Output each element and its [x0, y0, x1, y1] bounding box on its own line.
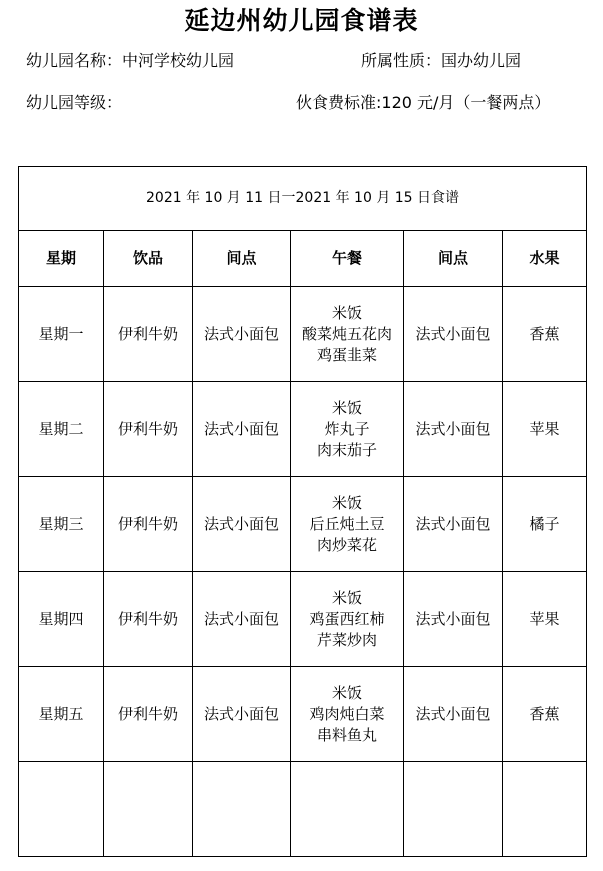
cell-drink: 伊利牛奶: [104, 382, 193, 477]
kindergarten-name-label: 幼儿园名称：: [26, 51, 123, 70]
cell-snack-afternoon: 法式小面包: [404, 382, 503, 477]
cell-lunch: [291, 477, 404, 572]
header-day: 星期: [19, 231, 104, 287]
cell-drink: 伊利牛奶: [104, 477, 193, 572]
lunch-item: 鸡蛋西红柿: [309, 609, 385, 628]
header-snack-afternoon: 间点: [404, 231, 503, 287]
cell-snack-morning: 法式小面包: [193, 667, 291, 762]
lunch-item: 米饭: [331, 493, 362, 512]
lunch-item: 后丘炖土豆: [309, 514, 385, 533]
table-row: [19, 287, 587, 382]
kindergarten-name: [26, 50, 234, 72]
cell-day: 星期四: [19, 572, 104, 667]
empty-cell: [193, 762, 291, 857]
meal-fee: [296, 92, 550, 114]
cell-snack-afternoon: 法式小面包: [404, 667, 503, 762]
cell-day: 星期三: [19, 477, 104, 572]
kindergarten-type-label: 所属性质：: [361, 51, 442, 70]
cell-snack-afternoon: 法式小面包: [404, 477, 503, 572]
cell-snack-morning: 法式小面包: [193, 572, 291, 667]
cell-snack-morning: 法式小面包: [193, 382, 291, 477]
menu-date-range: 2021 年 10 月 11 日一2021 年 10 月 15 日食谱: [19, 167, 587, 231]
menu-caption-row: [19, 167, 587, 231]
cell-snack-afternoon: 法式小面包: [404, 572, 503, 667]
cell-fruit: 苹果: [503, 382, 587, 477]
meal-fee-value: 120 元/月（一餐两点）: [381, 93, 551, 112]
cell-day: 星期五: [19, 667, 104, 762]
lunch-item: 米饭: [331, 398, 362, 417]
cell-lunch: [291, 667, 404, 762]
lunch-item: 芹菜炒肉: [316, 630, 377, 649]
cell-snack-morning: 法式小面包: [193, 287, 291, 382]
header-fruit: 水果: [503, 231, 587, 287]
lunch-item: 肉炒菜花: [316, 535, 377, 554]
header-drink: 饮品: [104, 231, 193, 287]
cell-snack-afternoon: 法式小面包: [404, 287, 503, 382]
meal-fee-label: 伙食费标准:: [296, 93, 382, 112]
cell-day: 星期二: [19, 382, 104, 477]
table-row: [19, 382, 587, 477]
lunch-item: 鸡蛋韭菜: [316, 345, 377, 364]
cell-fruit: 香蕉: [503, 667, 587, 762]
cell-lunch: [291, 287, 404, 382]
table-row: [19, 667, 587, 762]
cell-lunch: [291, 382, 404, 477]
empty-table-row: [19, 762, 587, 857]
cell-drink: 伊利牛奶: [104, 287, 193, 382]
menu-header-row: [19, 231, 587, 287]
menu-table: [18, 166, 587, 857]
header-lunch: 午餐: [291, 231, 404, 287]
lunch-item: 酸菜炖五花肉: [301, 324, 392, 343]
lunch-item: 米饭: [331, 303, 362, 322]
lunch-item: 鸡肉炖白菜: [309, 704, 385, 723]
cell-fruit: 橘子: [503, 477, 587, 572]
cell-snack-morning: 法式小面包: [193, 477, 291, 572]
cell-drink: 伊利牛奶: [104, 572, 193, 667]
cell-day: 星期一: [19, 287, 104, 382]
lunch-item: 肉末茄子: [316, 440, 377, 459]
kindergarten-name-value: 中河学校幼儿园: [122, 51, 235, 70]
cell-fruit: 苹果: [503, 572, 587, 667]
lunch-item: 米饭: [331, 683, 362, 702]
table-row: [19, 477, 587, 572]
kindergarten-type: [361, 50, 521, 72]
header-snack-morning: 间点: [193, 231, 291, 287]
empty-cell: [291, 762, 404, 857]
table-row: [19, 572, 587, 667]
empty-cell: [404, 762, 503, 857]
kindergarten-type-value: 国办幼儿园: [441, 51, 522, 70]
kindergarten-level-label: 幼儿园等级：: [26, 93, 123, 112]
kindergarten-level: [26, 92, 122, 114]
cell-drink: 伊利牛奶: [104, 667, 193, 762]
page-title: 延边州幼儿园食谱表: [184, 6, 419, 35]
empty-cell: [104, 762, 193, 857]
empty-cell: [19, 762, 104, 857]
lunch-item: 米饭: [331, 588, 362, 607]
cell-fruit: 香蕉: [503, 287, 587, 382]
empty-cell: [503, 762, 587, 857]
lunch-item: 炸丸子: [324, 419, 370, 438]
lunch-item: 串料鱼丸: [316, 725, 377, 744]
cell-lunch: [291, 572, 404, 667]
